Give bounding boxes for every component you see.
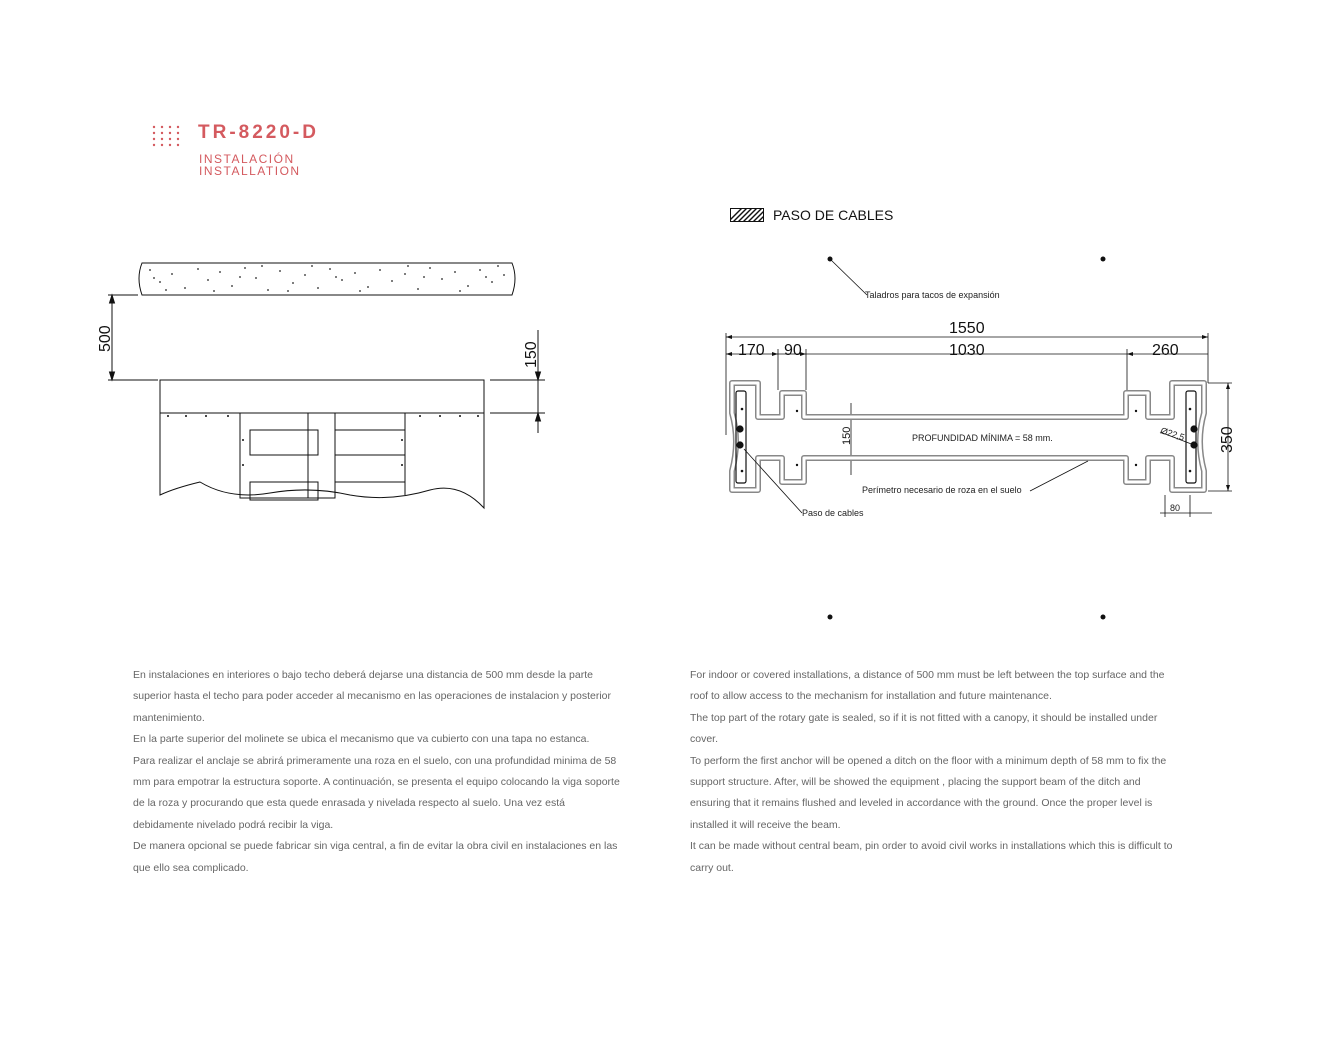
label-perimeter: Perímetro necesario de roza en el suelo bbox=[862, 485, 1022, 495]
paragraph: De manera opcional se puede fabricar sin viga central, a fin de evitar la obra civil en instalaciones en las que ello sea complicado. bbox=[133, 840, 618, 874]
paragraph: For indoor or covered installations, a distance of 500 mm must be left between the top surface and the roof to allow access to the mechanism for installation and future maintenance. bbox=[690, 669, 1165, 703]
text-column-english bbox=[690, 665, 1180, 879]
hatch-icon bbox=[730, 208, 764, 222]
dim-left-90: 90 bbox=[784, 342, 802, 359]
dim-inner-150: 150 bbox=[841, 426, 853, 445]
dim-top-150: 150 bbox=[523, 341, 540, 368]
dim-offset-80: 80 bbox=[1170, 503, 1181, 513]
product-code: TR-8220-D bbox=[198, 122, 319, 143]
label-min-depth: PROFUNDIDAD MÍNIMA = 58 mm. bbox=[912, 433, 1053, 443]
label-drills: Taladros para tacos de expansión bbox=[865, 290, 1000, 300]
text-column-spanish bbox=[133, 665, 623, 879]
legend-label: PASO DE CABLES bbox=[773, 207, 894, 223]
paragraph: En instalaciones en interiores o bajo techo deberá dejarse una distancia de 500 mm desde la parte superior hasta el techo para poder acceder al mecanismo en las operaciones de instalacion y posterior mantenimiento. bbox=[133, 669, 612, 724]
dim-total-1550: 1550 bbox=[949, 320, 985, 337]
dim-center-1030: 1030 bbox=[949, 342, 985, 359]
rivets bbox=[167, 415, 479, 466]
cable-channel-right bbox=[1186, 391, 1196, 483]
dim-height-500: 500 bbox=[97, 325, 114, 352]
elevation-drawing bbox=[90, 250, 560, 520]
paragraph: To perform the first anchor will be opened a ditch on the floor with a minimum depth of 58 mm to fix the support structure. After, will be showed the equipment , placing the support beam of the ditch and ensuring that it remains flushed and leveled in accordance with the ground. Once the proper level is installed it will receive the beam. bbox=[690, 754, 1167, 831]
paragraph: En la parte superior del molinete se ubica el mecanismo que va cubierto con una tapa no estanca. bbox=[133, 733, 590, 746]
dim-right-260: 260 bbox=[1152, 342, 1179, 359]
logo-dots-icon bbox=[152, 125, 186, 149]
subtitle-english: INSTALLATION bbox=[199, 164, 301, 178]
ceiling-slab bbox=[139, 263, 515, 295]
paragraph: The top part of the rotary gate is sealed, so if it is not fitted with a canopy, it should be installed under cover. bbox=[690, 711, 1158, 746]
dim-depth-350: 350 bbox=[1219, 426, 1236, 453]
paragraph: It can be made without central beam, pin order to avoid civil works in installations which this is difficult to carry out. bbox=[690, 840, 1173, 874]
plan-drawing bbox=[720, 245, 1250, 630]
paragraph: Para realizar el anclaje se abrirá primeramente una roza en el suelo, con una profundidad minima de 58 mm para empotrar la estructura soporte. A continuación, se presenta el equipo colocando la viga soporte de la roza y procurando que esta quede enrasada y nivelada respecto al suelo. Una vez está debidamente nivelado podrá recibir la viga. bbox=[133, 754, 620, 831]
dim-hole-diameter: Ø22,5 bbox=[1159, 425, 1186, 443]
dim-left-170: 170 bbox=[738, 342, 765, 359]
label-cable-passage: Paso de cables bbox=[802, 508, 864, 518]
turnstile-body bbox=[160, 380, 484, 508]
subtitle-spanish: INSTALACIÓN bbox=[199, 152, 295, 166]
